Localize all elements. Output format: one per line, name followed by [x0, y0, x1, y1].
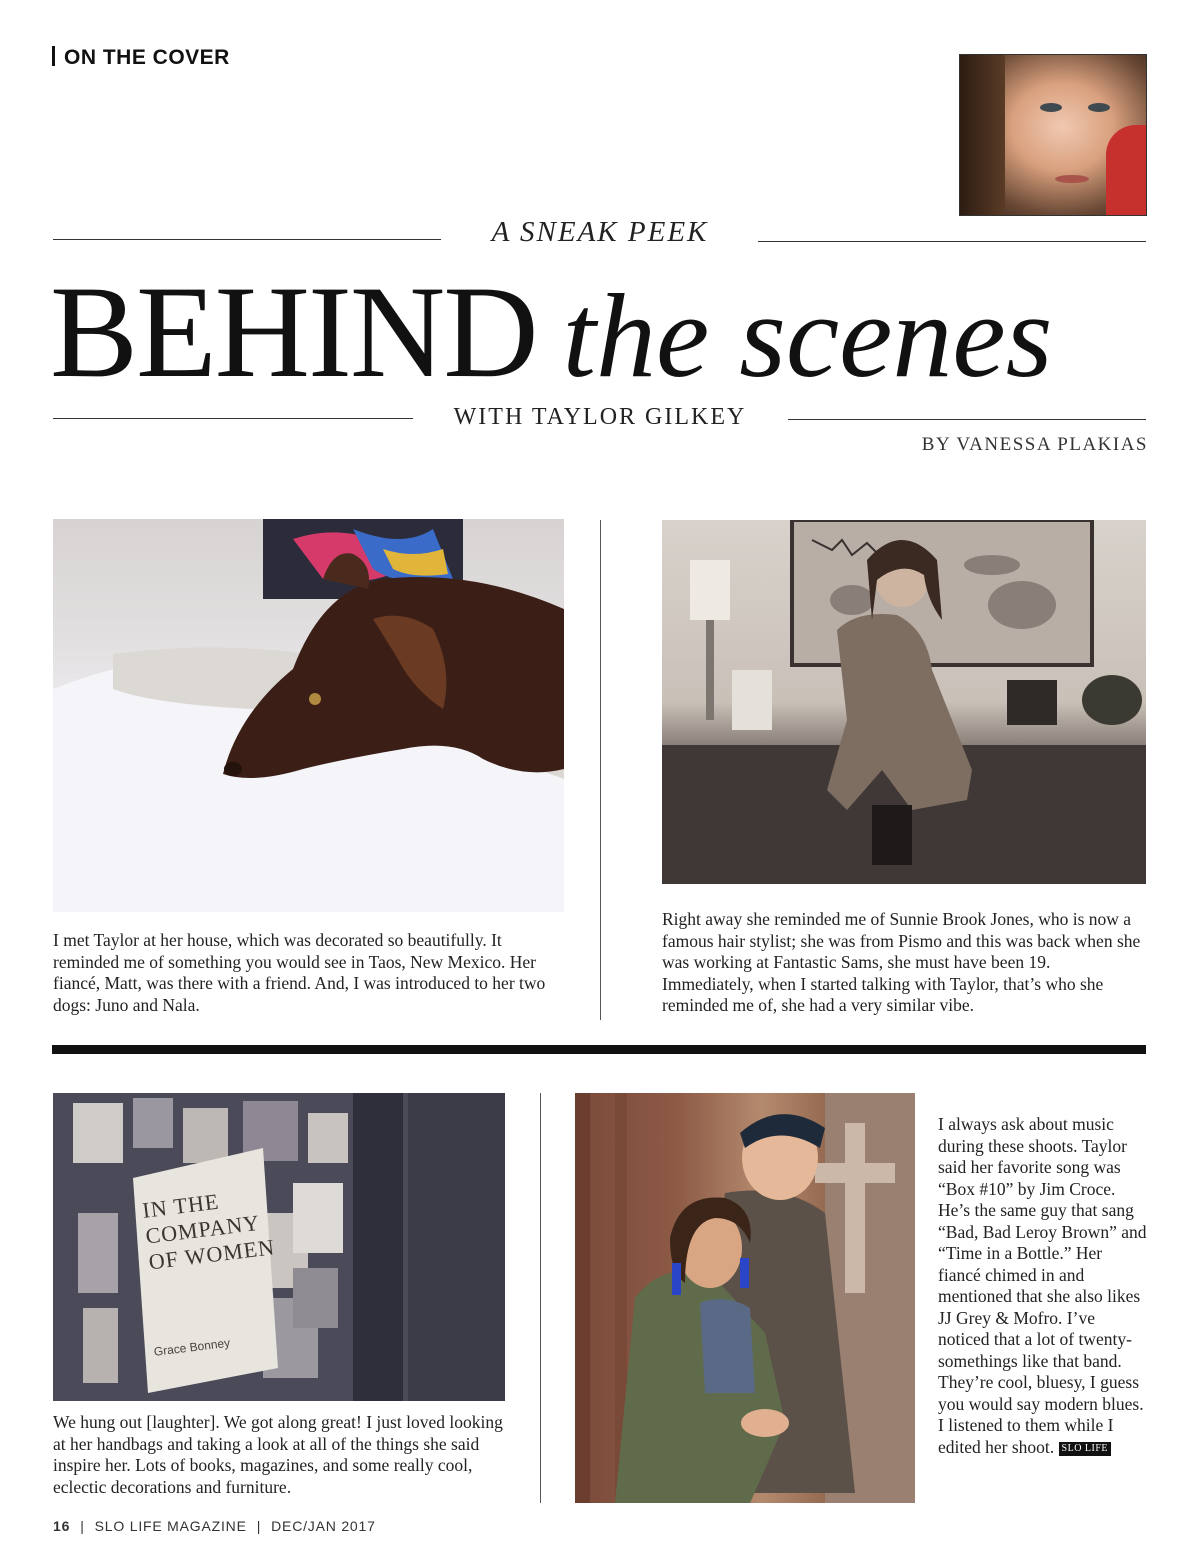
taylor-standing-photo: [662, 520, 1146, 884]
headline-main: BEHIND: [50, 258, 537, 405]
kicker-rule-right: [758, 241, 1146, 242]
issue-date: DEC/JAN 2017: [271, 1518, 376, 1534]
couple-photo: [575, 1093, 915, 1503]
caption-dogs: I met Taylor at her house, which was decorated so beautifully. It reminded me of something you would see in Taos, New Mexico. Her fiancé, Matt, was there with a friend. And, I was introduced to her two dogs: Juno and Nala.: [53, 930, 546, 1015]
subhead-rule-right: [788, 419, 1146, 420]
page-footer: 16 | SLO LIFE MAGAZINE | DEC/JAN 2017: [53, 1518, 376, 1534]
kicker-rule-left: [53, 239, 441, 240]
book-photo: [53, 1093, 505, 1401]
dog-photo: [53, 519, 564, 912]
section-divider-bar: [52, 1045, 1146, 1054]
magazine-name: SLO LIFE MAGAZINE: [94, 1518, 247, 1534]
end-mark: SLO LIFE: [1059, 1442, 1112, 1456]
column-divider-top: [600, 520, 601, 1020]
caption-hanging-out: We hung out [laughter]. We got along great! I just loved looking at her handbags and taking a look at all of the things she said inspire her. Lots of books, magazines, and some really cool, eclectic decorations and furniture.: [53, 1412, 503, 1497]
headline-script: the scenes: [562, 269, 1053, 402]
section-label-text: ON THE COVER: [64, 46, 230, 69]
byline: BY VANESSA PLAKIAS: [921, 434, 1148, 455]
cover-portrait-photo: [959, 54, 1147, 216]
caption-first-impression: Right away she reminded me of Sunnie Brook Jones, who is now a famous hair stylist; she was from Pismo and this was back when she was working at Fantastic Sams, she must have been 19. Immediately, when I started talking with Taylor, that’s who she reminded me of, she had a very similar vibe.: [662, 909, 1141, 1015]
section-bar: [52, 46, 55, 66]
section-label: [52, 46, 230, 70]
caption-music-text: I always ask about music during these shoots. Taylor said her favorite song was “Box #10” by Jim Croce. He’s the same guy that sang “Bad, Bad Leroy Brown” and “Time in a Bottle.” Her fiancé chimed in and mentioned that she also likes JJ Grey & Mofro. I’ve noticed that a lot of twenty-somethings like that band. They’re cool, bluesy, I guess you would say modern blues. I listened to them while I edited her shoot.: [938, 1114, 1147, 1457]
caption-music: [938, 1114, 1148, 1458]
subhead-rule-left: [53, 418, 413, 419]
column-divider-bottom: [540, 1093, 541, 1503]
kicker: A SNEAK PEEK: [491, 216, 709, 248]
subhead: WITH TAYLOR GILKEY: [453, 404, 747, 430]
book-title: IN THE COMPANY OF WOMEN: [141, 1188, 277, 1275]
book-author: Grace Bonney: [153, 1335, 231, 1359]
headline: [50, 258, 1160, 405]
page-number: 16: [53, 1518, 71, 1534]
